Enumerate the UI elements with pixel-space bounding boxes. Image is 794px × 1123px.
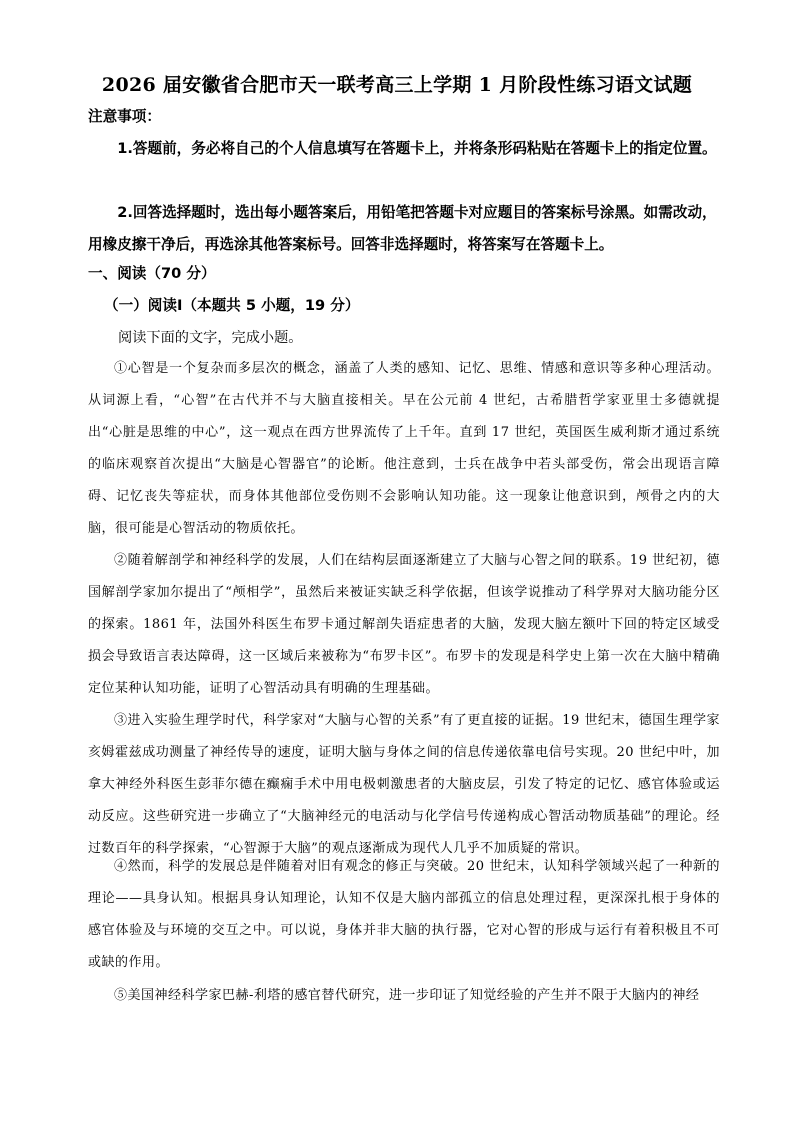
reading-instruction: 阅读下面的文字，完成小题。 xyxy=(118,330,303,346)
notice-heading: 注意事项： xyxy=(88,108,161,125)
section-heading: 一、阅读（70 分） xyxy=(88,265,216,282)
passage-paragraph-5: ⑤美国神经科学家巴赫-利塔的感官替代研究，进一步印证了知觉经验的产生并不限于大脑内的神经 xyxy=(114,988,700,1003)
passage-paragraph-4: ④然而，科学的发展总是伴随着对旧有观念的修正与突破。20 世纪末，认知科学领域兴起了一种新的理论——具身认知。根据具身认知理论，认知不仅是大脑内部孤立的信息处理过程，更深深扎根于身体的感官体验及与环境的交互之中。可以说，身体并非大脑的执行器，它对心智的形成与运行有着积极且不可或缺的作用。 xyxy=(88,859,720,970)
notice-item-1: 1.答题前，务必将自己的个人信息填写在答题卡上，并将条形码粘贴在答题卡上的指定位置。 xyxy=(117,140,717,157)
notice-item-2: 2.回答选择题时，选出每小题答案后，用铅笔把答题卡对应题目的答案标号涂黑。如需改动，用橡皮擦干净后，再选涂其他答案标号。回答非选择题时，将答案写在答题卡上。 xyxy=(88,204,717,253)
passage-paragraph-2: ②随着解剖学和神经科学的发展，人们在结构层面逐渐建立了大脑与心智之间的联系。19 世纪初，德国解剖学家加尔提出了“颅相学”，虽然后来被证实缺乏科学依据，但该学说推动了科学界对大脑功能分区的探索。1861 年，法国外科医生布罗卡通过解剖失语症患者的大脑，发现大脑左额叶下回的特定区域受损会导致语言表达障碍，这一区域后来被称为“布罗卡区”。布罗卡的发现是科学史上第一次在大脑中精确定位某种认知功能，证明了心智活动具有明确的生理基础。 xyxy=(88,553,720,696)
subsection-heading: （一）阅读Ⅰ（本题共 5 小题，19 分） xyxy=(104,297,360,314)
passage-paragraph-3: ③进入实验生理学时代，科学家对“大脑与心智的关系”有了更直接的证据。19 世纪末，德国生理学家亥姆霍兹成功测量了神经传导的速度，证明大脑与身体之间的信息传递依靠电信号实现。20 世纪中叶，加拿大神经外科医生彭菲尔德在癫痫手术中用电极刺激患者的大脑皮层，引发了特定的记忆、感官体验或运动反应。这些研究进一步确立了“大脑神经元的电活动与化学信号传递构成心智活动物质基础”的理论。经过数百年的科学探索，“心智源于大脑”的观点逐渐成为现代人几乎不加质疑的常识。 xyxy=(88,713,720,856)
document-title: 2026 届安徽省合肥市天一联考高三上学期 1 月阶段性练习语文试题 xyxy=(101,74,693,96)
passage-paragraph-1: ①心智是一个复杂而多层次的概念，涵盖了人类的感知、记忆、思维、情感和意识等多种心理活动。从词源上看，“心智”在古代并不与大脑直接相关。早在公元前 4 世纪，古希腊哲学家亚里士多德就提出“心脏是思维的中心”，这一观点在西方世界流传了上千年。直到 17 世纪，英国医生威利斯才通过系统的临床观察首次提出“大脑是心智器官”的论断。他注意到，士兵在战争中若头部受伤，常会出现语言障碍、记忆丧失等症状，而身体其他部位受伤则不会影响认知功能。这一现象让他意识到，颅骨之内的大脑，很可能是心智活动的物质依托。 xyxy=(88,361,720,536)
